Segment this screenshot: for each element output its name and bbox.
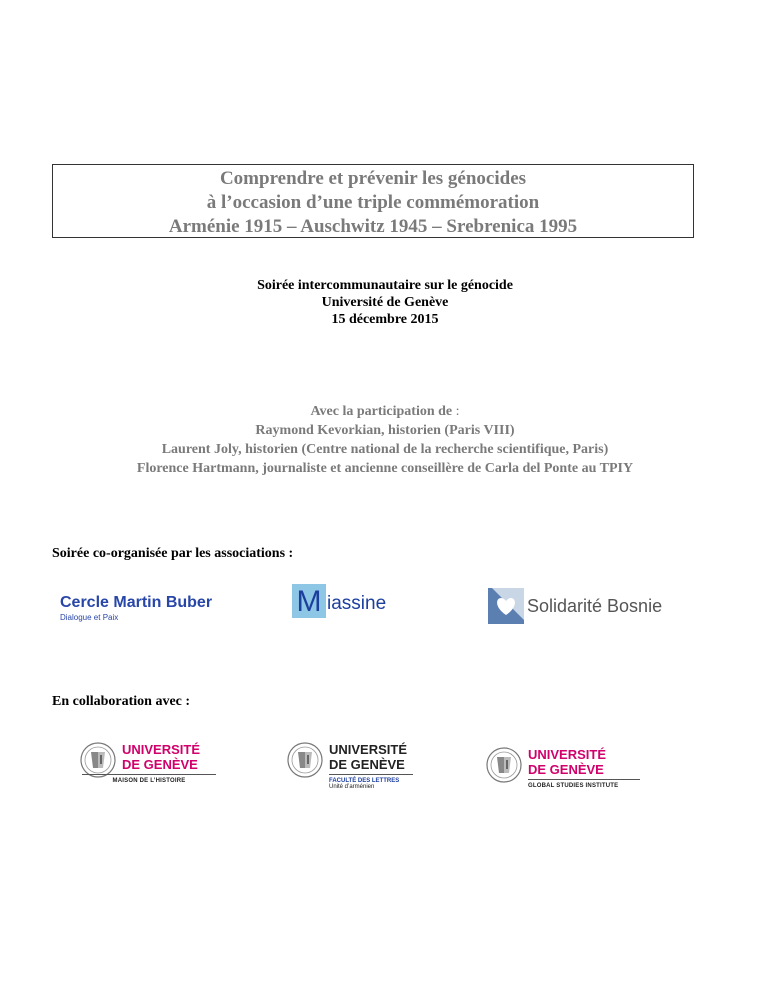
participants-heading: [0, 402, 770, 421]
event-venue: Université de Genève: [321, 295, 449, 310]
unige-seal-icon: [287, 742, 323, 778]
participants-heading-colon: :: [452, 404, 460, 419]
unige-maison-histoire-logo: [80, 742, 212, 784]
unige-faculte-lettres-logo: [287, 742, 419, 790]
participants-heading-text: Avec la participation de: [310, 404, 453, 419]
unige-seal-icon: [486, 747, 522, 783]
title-box: [52, 164, 694, 238]
unige-3-line1: UNIVERSITÉ: [528, 747, 607, 762]
unige-seal-icon: [80, 742, 116, 778]
participants: [0, 402, 770, 478]
cmb-name: Cercle Martin Buber: [60, 594, 213, 611]
bosnia-heart-icon: [488, 588, 524, 624]
cercle-martin-buber-logo: [60, 594, 212, 624]
unige-2-line1: UNIVERSITÉ: [329, 742, 408, 757]
participant-3: Florence Hartmann, journaliste et ancienne conseillère de Carla del Ponte au TPIY: [136, 461, 634, 476]
event-date: 15 décembre 2015: [331, 312, 439, 327]
event-info: [0, 277, 770, 328]
unige-2-rule: [329, 774, 413, 775]
title-line-1: Comprendre et prévenir les génocides: [219, 168, 527, 189]
organizers-label: Soirée co-organisée par les associations :: [52, 546, 294, 561]
unige-1-tag: MAISON DE L’HISTOIRE: [112, 778, 186, 784]
unige-global-studies-logo: [486, 747, 618, 789]
collaboration-label: En collaboration avec :: [52, 694, 191, 709]
unige-3-rule: [528, 779, 640, 780]
miassine-rest: iassine: [327, 593, 387, 614]
cmb-subtitle: Dialogue et Paix: [60, 613, 119, 622]
solidarite-bosnie-logo: [488, 588, 662, 624]
event-name: Soirée intercommunautaire sur le génocide: [257, 278, 513, 293]
unige-2-tag: FACULTÉ DES LETTRES: [329, 778, 400, 784]
unige-1-line1: UNIVERSITÉ: [122, 742, 201, 757]
participant-1: Raymond Kevorkian, historien (Paris VIII): [255, 423, 515, 438]
unige-2-tag2: Unité d’arménien: [329, 784, 375, 790]
bosnie-name: Solidarité Bosnie: [527, 595, 663, 616]
participant-2: Laurent Joly, historien (Centre national de la recherche scientifique, Paris): [161, 442, 609, 457]
title-line-2: à l’occasion d’une triple commémoration: [206, 192, 540, 213]
miassine-initial: M: [292, 584, 326, 618]
unige-2-line2: DE GENÈVE: [329, 757, 405, 772]
miassine-logo: [292, 584, 386, 618]
unige-3-line2: DE GENÈVE: [528, 762, 604, 777]
title-line-3: Arménie 1915 – Auschwitz 1945 – Srebrenica 1995: [168, 216, 578, 237]
unige-1-line2: DE GENÈVE: [122, 757, 198, 772]
unige-1-rule: [82, 774, 216, 775]
unige-3-tag: GLOBAL STUDIES INSTITUTE: [528, 783, 619, 789]
